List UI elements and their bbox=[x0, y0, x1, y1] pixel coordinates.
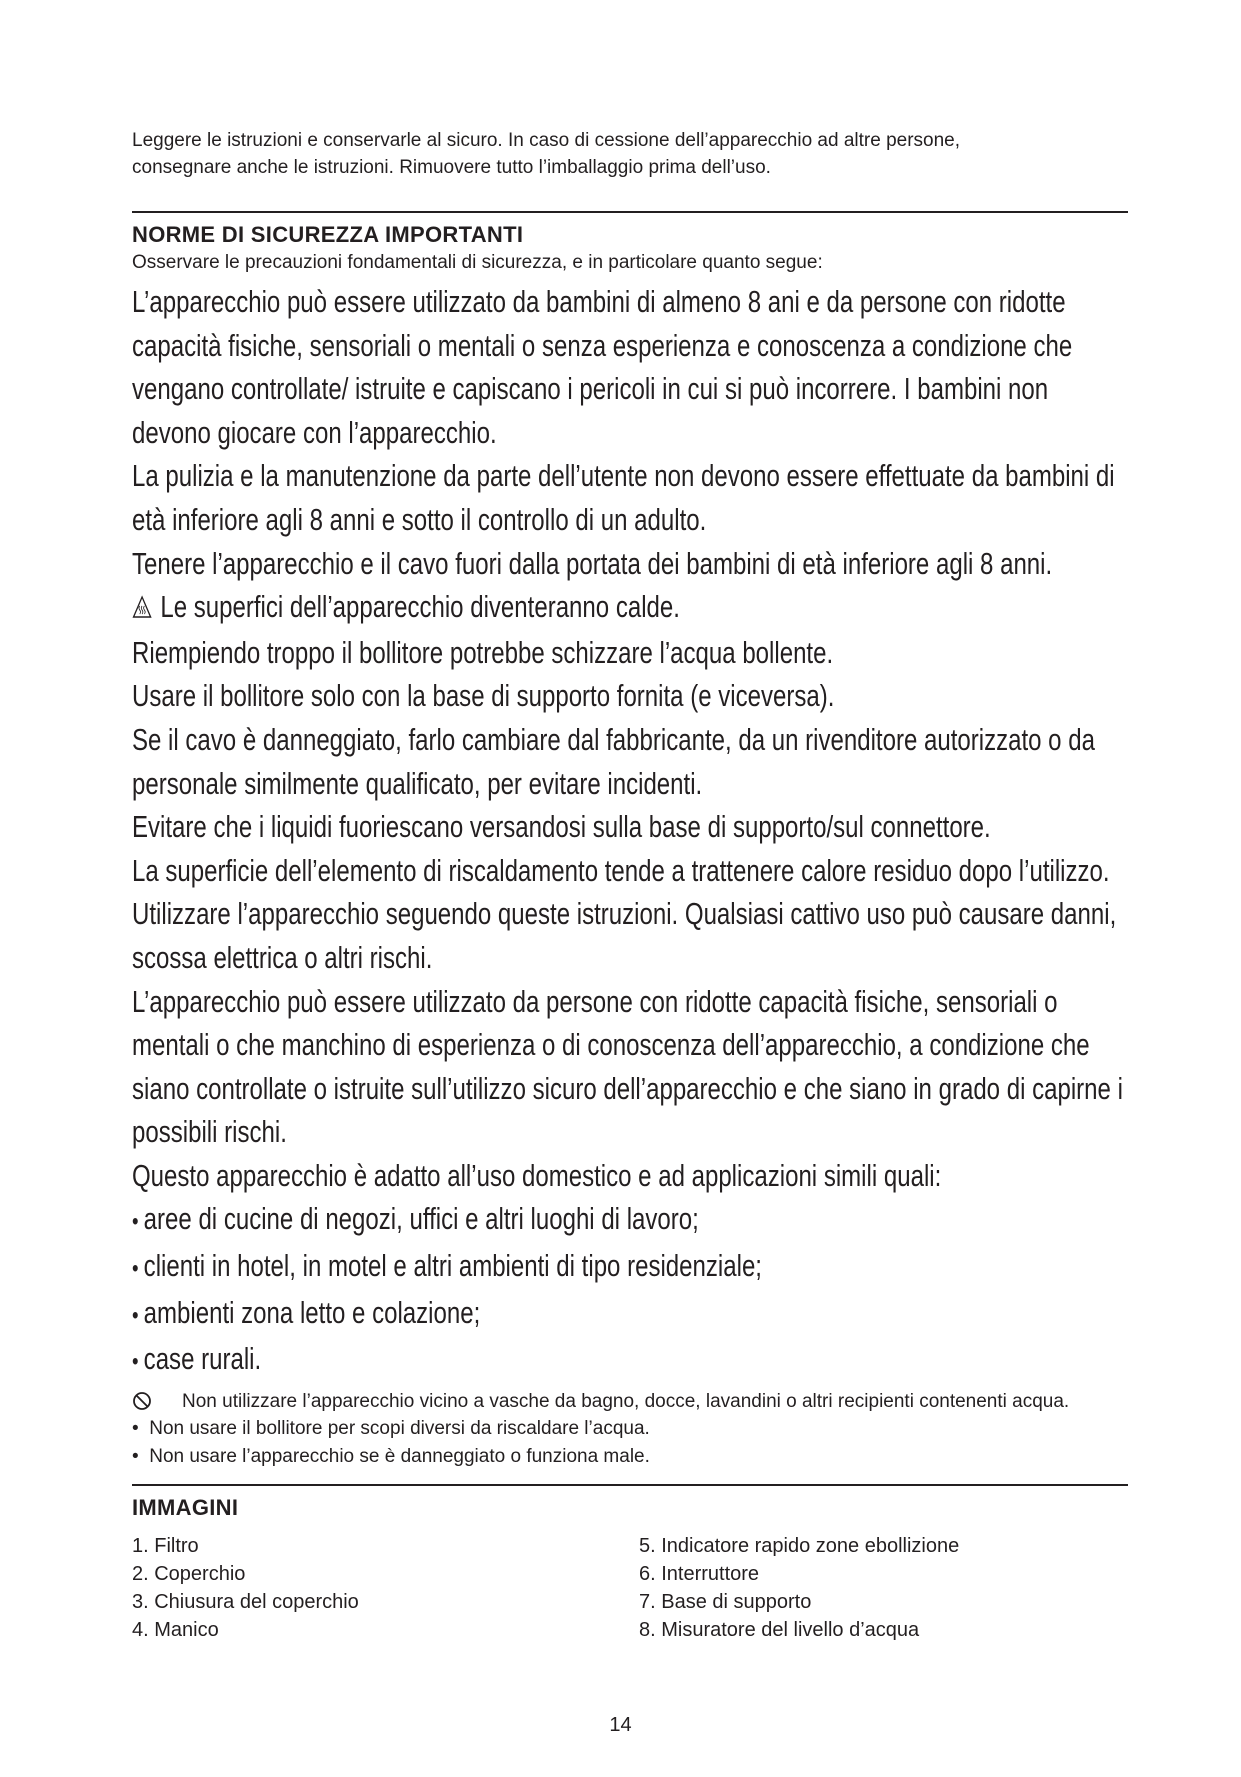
safety-heading: NORME DI SICUREZZA IMPORTANTI bbox=[132, 222, 524, 247]
paragraph bbox=[132, 585, 1128, 631]
small-bullet: • Non usare il bollitore per scopi diversi da riscaldare l’acqua. bbox=[132, 1418, 650, 1440]
bullet-text: Non usare il bollitore per scopi diversi da riscaldare l’acqua. bbox=[149, 1418, 650, 1440]
paragraph: Utilizzare l’apparecchio seguendo queste istruzioni. Qualsiasi cattivo uso può causare danni, scossa elettrica o altri rischi. bbox=[132, 896, 1117, 975]
paragraph-text: Le superfici dell’apparecchio diventeranno calde. bbox=[160, 589, 680, 625]
part-item: 3. Chiusura del coperchio bbox=[132, 1591, 359, 1614]
bullet-item: • clienti in hotel, in motel e altri ambienti di tipo residenziale; bbox=[132, 1244, 1128, 1291]
safety-instructions-wrapper bbox=[132, 280, 1128, 1384]
part-item: 5. Indicatore rapido zone ebollizione bbox=[639, 1535, 960, 1558]
images-heading: IMMAGINI bbox=[132, 1495, 239, 1521]
divider bbox=[132, 1484, 1128, 1486]
page-number: 14 bbox=[609, 1714, 632, 1737]
paragraph: L’apparecchio può essere utilizzato da bambini di almeno 8 ani e da persone con ridotte capacità fisiche, sensoriali o mentali o senza esperienza e conoscenza a condizione che vengano controllate/ istruite e capiscano i pericoli in cui si può incorrere. I bambini non devono giocare con l’apparecchio. bbox=[132, 284, 1073, 450]
safety-subtitle: Osservare le precauzioni fondamentali di sicurezza, e in particolare quanto segue: bbox=[132, 252, 823, 273]
paragraph: Usare il bollitore solo con la base di supporto fornita (e viceversa). bbox=[132, 678, 835, 714]
bullet-item: • case rurali. bbox=[132, 1337, 1128, 1384]
hot-surface-warning-icon bbox=[132, 587, 154, 631]
paragraph: La superficie dell’elemento di riscaldamento tende a trattenere calore residuo dopo l’utilizzo. bbox=[132, 852, 1110, 888]
bullet-item: • ambienti zona letto e colazione; bbox=[132, 1291, 1128, 1338]
part-item: 7. Base di supporto bbox=[639, 1591, 812, 1614]
paragraph: Questo apparecchio è adatto all’uso domestico e ad applicazioni simili quali: bbox=[132, 1157, 942, 1193]
divider bbox=[132, 211, 1128, 213]
part-item: 6. Interruttore bbox=[639, 1563, 760, 1586]
parts-list-right bbox=[639, 1532, 959, 1644]
intro-line: Leggere le istruzioni e conservarle al sicuro. In caso di cessione dell’apparecchio ad altre persone, bbox=[132, 130, 961, 151]
paragraph: Se il cavo è danneggiato, farlo cambiare dal fabbricante, da un rivenditore autorizzato o da personale similmente qualificato, per evitare incidenti. bbox=[132, 721, 1095, 801]
part-item: 8. Misuratore del livello d’acqua bbox=[639, 1619, 920, 1642]
part-item: 4. Manico bbox=[132, 1619, 219, 1642]
intro-line: consegnare anche le istruzioni. Rimuovere tutto l’imballaggio prima dell’uso. bbox=[132, 157, 771, 178]
paragraph: Tenere l’apparecchio e il cavo fuori dalla portata dei bambini di età inferiore agli 8 anni. bbox=[132, 545, 1053, 581]
paragraph: Evitare che i liquidi fuoriescano versandosi sulla base di supporto/sul connettore. bbox=[132, 809, 991, 845]
paragraph: Riempiendo troppo il bollitore potrebbe schizzare l’acqua bollente. bbox=[132, 634, 834, 670]
no-water-icon bbox=[132, 1391, 152, 1420]
safety-instructions bbox=[132, 280, 1128, 1384]
parts-list bbox=[132, 1532, 1128, 1644]
intro-text bbox=[132, 127, 1128, 181]
bullet-text: Non usare l’apparecchio se è danneggiato o funziona male. bbox=[149, 1445, 650, 1467]
parts-list-left bbox=[132, 1532, 639, 1644]
no-water-warning bbox=[132, 1388, 1128, 1416]
additional-warnings bbox=[132, 1388, 1128, 1471]
warning-text: Non utilizzare l’apparecchio vicino a vasche da bagno, docce, lavandini o altri recipienti contenenti acqua. bbox=[182, 1390, 1070, 1412]
part-item: 2. Coperchio bbox=[132, 1563, 246, 1586]
small-bullet: • Non usare l’apparecchio se è danneggiato o funziona male. bbox=[132, 1445, 650, 1467]
paragraph: La pulizia e la manutenzione da parte dell’utente non devono essere effettuate da bambini di età inferiore agli 8 anni e sotto il controllo di un adulto. bbox=[132, 458, 1115, 537]
paragraph: L’apparecchio può essere utilizzato da persone con ridotte capacità fisiche, sensoriali o mentali o che manchino di esperienza o di conoscenza dell’apparecchio, a condizione che siano controllate o istruite sull’utilizzo sicuro dell’apparecchio e che siano in grado di capirne i possibili rischi. bbox=[132, 983, 1123, 1150]
part-item: 1. Filtro bbox=[132, 1535, 199, 1558]
bullet-item: • aree di cucine di negozi, uffici e altri luoghi di lavoro; bbox=[132, 1197, 1128, 1244]
